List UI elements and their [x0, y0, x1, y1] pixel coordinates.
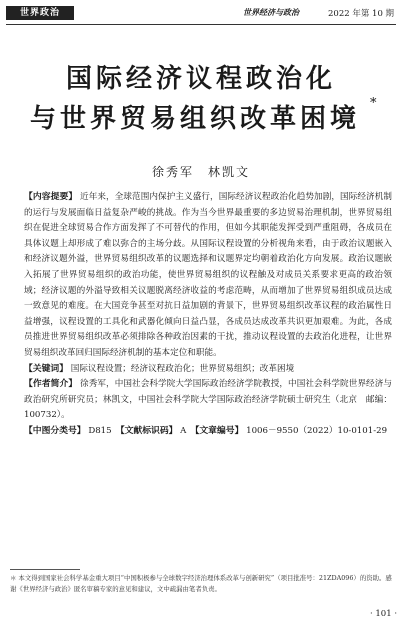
article-number-label: 【文章编号】 [194, 425, 244, 436]
author-intro-label: 【作者简介】 [24, 379, 78, 390]
author-intro-text: 徐秀军，中国社会科学院大学国际政治经济学院教授，中国社会科学院世界经济与政治研究所研究员；林凯文，中国社会科学院大学国际政治经济学院硕士研究生（北京 邮编：100732）。 [24, 379, 392, 421]
keywords-paragraph [10, 362, 392, 378]
doc-code-label: 【文献标识码】 [120, 425, 178, 436]
classification-paragraph [10, 424, 392, 440]
abstract-paragraph [10, 190, 392, 362]
author-intro-paragraph [10, 377, 392, 424]
article-title-line-1: 国际经济议程政治化 [65, 64, 336, 94]
funding-footnote: ＊ 本文得到国家社会科学基金重大项目“中国积极参与全球数字经济治理体系改革与创新研究”（项目批准号：21ZDA096）的资助。感谢《世界经济与政治》匿名审稿专家的意见和建议，文中疏漏由笔者负责。 [10, 574, 392, 593]
keywords-label: 【关键词】 [24, 363, 68, 374]
page-number: · 101 · [370, 609, 398, 619]
article-number-value: 1006－9550（2022）10-0101-29 [246, 425, 388, 436]
clc-label: 【中图分类号】 [24, 425, 86, 436]
running-header [0, 0, 402, 22]
journal-name: 世界经济与政治 [243, 7, 299, 17]
footnote-rule [10, 569, 80, 570]
keywords-text: 国际议程设置；经济议程政治化；世界贸易组织；改革困境 [70, 363, 295, 374]
doc-code-value: A [180, 425, 187, 436]
header-rule [6, 24, 396, 25]
article-title-line-2: 与世界贸易组织改革困境 [29, 104, 360, 134]
abstract-label: 【内容提要】 [24, 192, 78, 202]
abstract-text: 近年来，全球范围内保护主义盛行，国际经济议程政治化趋势加剧，国际经济机制的运行与发展面临日益复杂严峻的挑战。作为当今世界最重要的多边贸易治理机制，世界贸易组织在促进全球贸易合作方面发挥了不可替代的作用，但如今其职能发挥受到严重阻碍，各成员在具体议题上却形成了难以弥合的主场分歧。从国际议程设置的分析视角来看，由于政治议题嵌入和经济议题外溢，世界贸易组织改革的议题选择和议题界定均朝着政治化方向发展。政治议题嵌入拓展了世界贸易组织的政治功能，使世界贸易组织的议程触及对成员关系要求更高的政治领域；经济议题的外溢导致相关议题脱离经济收益的考虑范畴，从而增加了世界贸易组织成员达成一致意见的难度。在大国竞争甚至对抗日益加剧的背景下，世界贸易组织改革议程的政治属性日益增强，议程设置的工具化和武器化倾向日益凸显，各成员达成改革共识更加艰难。为此，各成员推进世界贸易组织改革必须排除各种政治因素的干扰，推动议程设置的去政治化进程，让世界贸易组织改革回归国际经济机制的基本定位和职能。 [24, 192, 392, 358]
issue-number: 2022 年第 10 期 [328, 9, 395, 19]
clc-value: D815 [88, 425, 112, 436]
author-names: 徐秀军 林凯文 [151, 165, 250, 179]
article-front-matter [10, 190, 392, 440]
title-footnote-marker: * [370, 96, 377, 111]
section-tag: 世界政治 [6, 6, 74, 20]
